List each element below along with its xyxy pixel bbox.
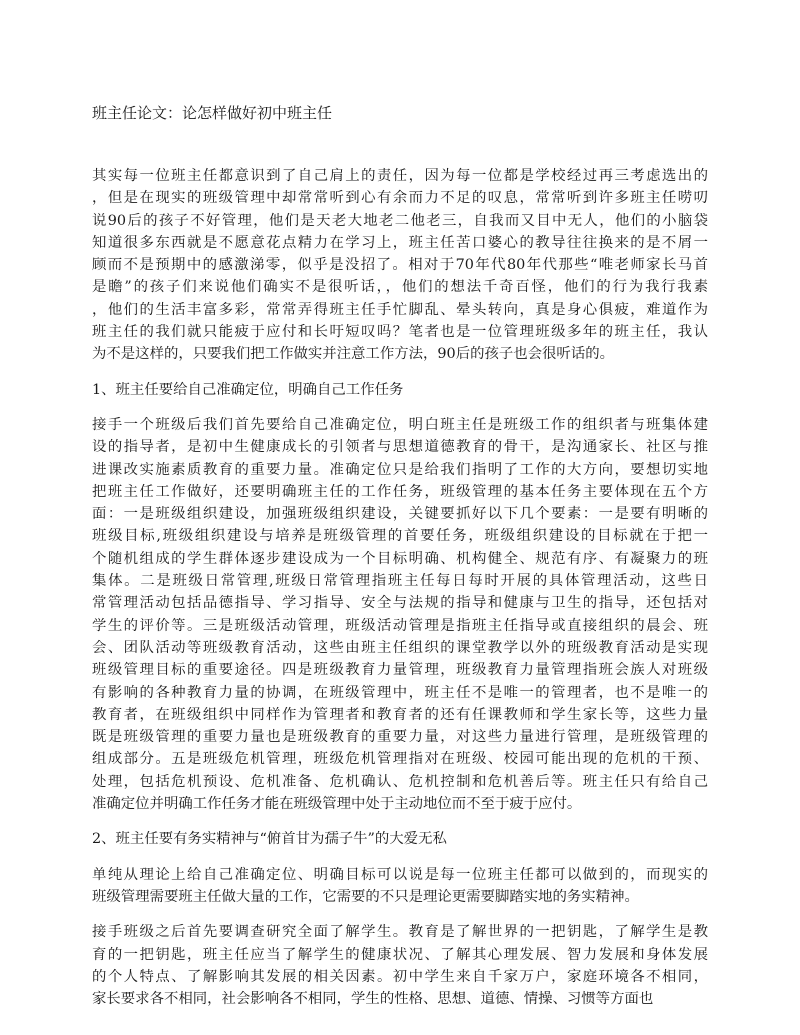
paragraph-line: 常管理活动包括品德指导、学习指导、安全与法规的指导和健康与卫生的指导，还包括对 — [92, 595, 708, 612]
paragraph-line: 班级目标,班级组织建设与培养是班级管理的首要任务，班级组织建设的目标就在于把一 — [92, 528, 708, 545]
section-heading: 2、班主任要有务实精神与“俯首甘为孺子牛”的大爱无私 — [92, 831, 447, 848]
document-title: 班主任论文：论怎样做好初中班主任 — [92, 104, 333, 122]
paragraph-line: 准确定位并明确工作任务才能在班级管理中处于主动地位而不至于疲于应付。 — [92, 796, 582, 813]
paragraph-line: 个随机组成的学生群体逐步建设成为一个目标明确、机构健全、规范有序、有凝聚力的班 — [92, 550, 708, 567]
paragraph-line: 集体。二是班级日常管理,班级日常管理指班主任每日每时开展的具体管理活动，这些日 — [92, 573, 708, 590]
paragraph-line: 把班主任工作做好，还要明确班主任的工作任务，班级管理的基本任务主要体现在五个方 — [92, 483, 708, 500]
paragraph-line: 其实每一位班主任都意识到了自己肩上的责任，因为每一位都是学校经过再三考虑选出的 — [92, 168, 708, 184]
paragraph-line: 班主任的我们就只能疲于应付和长吁短叹吗？笔者也是一位管理班级多年的班主任，我认 — [92, 324, 708, 341]
paragraph-line: ，但是在现实的班级管理中却常常听到心有余而力不足的叹息，常常听到许多班主任唠叨 — [92, 190, 708, 207]
paragraph-line: 知道很多东西就是不愿意花点精力在学习上，班主任苦口婆心的教导往往换来的是不屑一 — [92, 234, 708, 251]
paragraph-line: 单纯从理论上给自己准确定位、明确目标可以说是每一位班主任都可以做到的，而现实的 — [92, 866, 708, 883]
paragraph-line: 面：一是班级组织建设，加强班级组织建设，关键要抓好以下几个要素：一是要有明晰的 — [92, 506, 708, 523]
paragraph-line: 顾而不是预期中的感激涕零，似乎是没招了。相对于70年代80年代那些“唯老师家长马首 — [92, 257, 708, 274]
paragraph-line: 会、团队活动等班级教育活动，这些由班主任组织的课堂教学以外的班级教育活动是实现 — [92, 639, 708, 656]
paragraph-line: ，他们的生活丰富多彩，常常弄得班主任手忙脚乱、晕头转向，真是身心俱疲，难道作为 — [92, 301, 708, 318]
paragraph-line: 班级管理目标的重要途径。四是班级教育力量管理，班级教育力量管理指班会族人对班级 — [92, 662, 708, 679]
paragraph-line: 班级管理需要班主任做大量的工作，它需要的不只是理论更需要脚踏实地的务实精神。 — [92, 888, 639, 905]
paragraph-line: 的个人特点、了解影响其发展的相关因素。初中学生来自千家万户，家庭环境各不相同， — [92, 968, 708, 985]
paragraph-line: 设的指导者，是初中生健康成长的引领者与思想道德教育的骨干，是沟通家长、社区与推 — [92, 439, 708, 456]
paragraph-line: 接手一个班级后我们首先要给自己准确定位，明白班主任是班级工作的组织者与班集体建 — [92, 416, 708, 433]
paragraph-line: 既是班级管理的重要力量也是班级教育的重要力量，对这些力量进行管理，是班级管理的 — [92, 729, 708, 746]
paragraph-line: 育的一把钥匙，班主任应当了解学生的健康状况、了解其心理发展、智力发展和身体发展 — [92, 946, 708, 963]
paragraph-line: 组成部分。五是班级危机管理，班级危机管理指对在班级、校园可能出现的危机的干预、 — [92, 751, 708, 768]
paragraph-line: 处理，包括危机预设、危机准备、危机确认、危机控制和危机善后等。班主任只有给自己 — [92, 773, 708, 790]
body-paragraph — [92, 414, 708, 815]
body-paragraph — [92, 864, 708, 909]
paragraph-line: 说90后的孩子不好管理，他们是天老大地老二他老三，自我而又目中无人，他们的小脑袋 — [92, 212, 708, 229]
paragraph-line: 为不是这样的，只要我们把工作做实并注意工作方法，90后的孩子也会很听话的。 — [92, 346, 614, 363]
paragraph-line: 接手班级之后首先要调查研究全面了解学生。教育是了解世界的一把钥匙，了解学生是教 — [92, 924, 708, 941]
document-body — [92, 165, 708, 1023]
paragraph-line: 教育者，在班级组织中同样作为管理者和教育者的还有任课教师和学生家长等，这些力量 — [92, 706, 708, 723]
paragraph-line: 学生的评价等。三是班级活动管理，班级活动管理是指班主任指导或直接组织的晨会、班 — [92, 617, 708, 634]
paragraph-line: 家长要求各不相同，社会影响各不相同，学生的性格、思想、道德、情操、习惯等方面也 — [92, 991, 654, 1008]
paragraph-line: 是瞻”的孩子们来说他们确实不是很听话，，他们的想法千奇百怪，他们的行为我行我素 — [92, 279, 708, 296]
body-paragraph — [92, 921, 708, 1010]
paragraph-line: 进课改实施素质教育的重要力量。准确定位只是给我们指明了工作的大方向，要想切实地 — [92, 461, 708, 478]
body-paragraph — [92, 165, 708, 366]
section-heading: 1、班主任要给自己准确定位，明确自己工作任务 — [92, 381, 404, 398]
paragraph-line: 有影响的各种教育力量的协调，在班级管理中，班主任不是唯一的管理者，也不是唯一的 — [92, 684, 708, 701]
